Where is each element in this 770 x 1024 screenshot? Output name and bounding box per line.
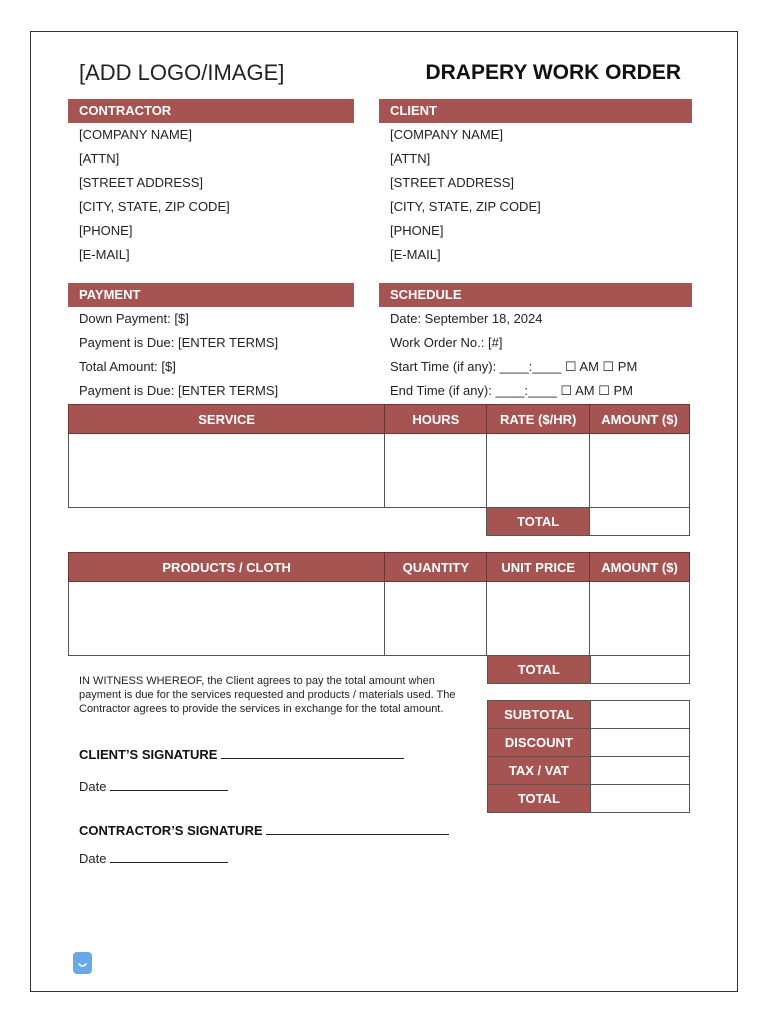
- product-cell[interactable]: [69, 582, 385, 656]
- work-order-number-field[interactable]: Work Order No.: [#]: [390, 335, 503, 350]
- client-section: [379, 99, 692, 267]
- tax-vat-cell[interactable]: [590, 757, 689, 785]
- amount-cell[interactable]: [590, 434, 690, 508]
- contractor-street-field[interactable]: [STREET ADDRESS]: [79, 175, 204, 190]
- amount-header: AMOUNT ($): [590, 405, 690, 434]
- contractor-section: [68, 99, 354, 267]
- client-street-field[interactable]: [STREET ADDRESS]: [390, 175, 515, 190]
- app-badge-icon[interactable]: [73, 952, 92, 974]
- client-attn-field[interactable]: [ATTN]: [390, 151, 431, 166]
- payment-heading: PAYMENT: [68, 283, 354, 307]
- products-table: [68, 552, 690, 656]
- client-date-line[interactable]: [79, 778, 228, 794]
- end-time-field[interactable]: End Time (if any): ____:____ ☐ AM ☐ PM: [390, 383, 633, 398]
- payment-section: [68, 283, 354, 403]
- down-payment-field[interactable]: Down Payment: [$]: [79, 311, 189, 326]
- logo-placeholder[interactable]: [ADD LOGO/IMAGE]: [79, 60, 285, 85]
- contractor-heading: CONTRACTOR: [68, 99, 354, 123]
- product-amount-cell[interactable]: [590, 582, 690, 656]
- contractor-date-label: Date: [79, 851, 107, 866]
- contractor-date-field[interactable]: [110, 850, 228, 863]
- contractor-signature-field[interactable]: [266, 822, 449, 835]
- discount-cell[interactable]: [590, 729, 689, 757]
- products-total-table: [487, 655, 690, 684]
- client-phone-field[interactable]: [PHONE]: [390, 223, 444, 238]
- rate-cell[interactable]: [487, 434, 590, 508]
- contractor-signature-label: CONTRACTOR’S SIGNATURE: [79, 823, 263, 838]
- rate-header: RATE ($/HR): [487, 405, 590, 434]
- quantity-cell[interactable]: [385, 582, 487, 656]
- services-total-label: TOTAL: [487, 508, 590, 536]
- witness-statement: IN WITNESS WHEREOF, the Client agrees to pay the total amount when payment is due for the services requested and products / materials used. The Contractor agrees to provide the services in exchange for the total amount.: [79, 675, 456, 715]
- client-heading: CLIENT: [379, 99, 692, 123]
- contractor-attn-field[interactable]: [ATTN]: [79, 151, 120, 166]
- contractor-email-field[interactable]: [E-MAIL]: [79, 247, 130, 262]
- quantity-header: QUANTITY: [385, 553, 487, 582]
- service-cell[interactable]: [69, 434, 385, 508]
- contractor-phone-field[interactable]: [PHONE]: [79, 223, 133, 238]
- services-table: [68, 404, 690, 536]
- client-date-field[interactable]: [110, 778, 228, 791]
- product-amount-header: AMOUNT ($): [590, 553, 690, 582]
- contractor-city-field[interactable]: [CITY, STATE, ZIP CODE]: [79, 199, 230, 214]
- payment-due-field[interactable]: Payment is Due: [ENTER TERMS]: [79, 335, 279, 350]
- products-total-cell[interactable]: [590, 656, 689, 684]
- start-time-field[interactable]: Start Time (if any): ____:____ ☐ AM ☐ PM: [390, 359, 638, 374]
- unit-price-header: UNIT PRICE: [487, 553, 590, 582]
- payment-due-field-2[interactable]: Payment is Due: [ENTER TERMS]: [79, 383, 279, 398]
- client-signature-line[interactable]: [79, 746, 404, 762]
- document-title: DRAPERY WORK ORDER: [425, 61, 681, 84]
- client-email-field[interactable]: [E-MAIL]: [390, 247, 441, 262]
- date-field[interactable]: Date: September 18, 2024: [390, 311, 543, 326]
- client-signature-field[interactable]: [221, 746, 404, 759]
- client-signature-label: CLIENT’S SIGNATURE: [79, 747, 218, 762]
- service-header: SERVICE: [69, 405, 385, 434]
- smile-icon: [73, 952, 92, 974]
- subtotal-label: SUBTOTAL: [488, 701, 591, 729]
- grand-total-label: TOTAL: [488, 785, 591, 813]
- grand-total-cell[interactable]: [590, 785, 689, 813]
- tax-vat-label: TAX / VAT: [488, 757, 591, 785]
- client-city-field[interactable]: [CITY, STATE, ZIP CODE]: [390, 199, 541, 214]
- hours-cell[interactable]: [385, 434, 487, 508]
- schedule-heading: SCHEDULE: [379, 283, 692, 307]
- schedule-section: [379, 283, 692, 403]
- contractor-date-line[interactable]: [79, 850, 228, 866]
- contractor-signature-line[interactable]: [79, 822, 449, 838]
- hours-header: HOURS: [385, 405, 487, 434]
- products-total-label: TOTAL: [488, 656, 591, 684]
- services-total-cell[interactable]: [590, 508, 690, 536]
- client-company-field[interactable]: [COMPANY NAME]: [390, 127, 503, 142]
- client-date-label: Date: [79, 779, 107, 794]
- work-order-page: [30, 31, 738, 992]
- unit-price-cell[interactable]: [487, 582, 590, 656]
- products-header: PRODUCTS / CLOTH: [69, 553, 385, 582]
- subtotal-cell[interactable]: [590, 701, 689, 729]
- contractor-company-field[interactable]: [COMPANY NAME]: [79, 127, 192, 142]
- summary-table: [487, 700, 690, 813]
- discount-label: DISCOUNT: [488, 729, 591, 757]
- total-amount-field[interactable]: Total Amount: [$]: [79, 359, 176, 374]
